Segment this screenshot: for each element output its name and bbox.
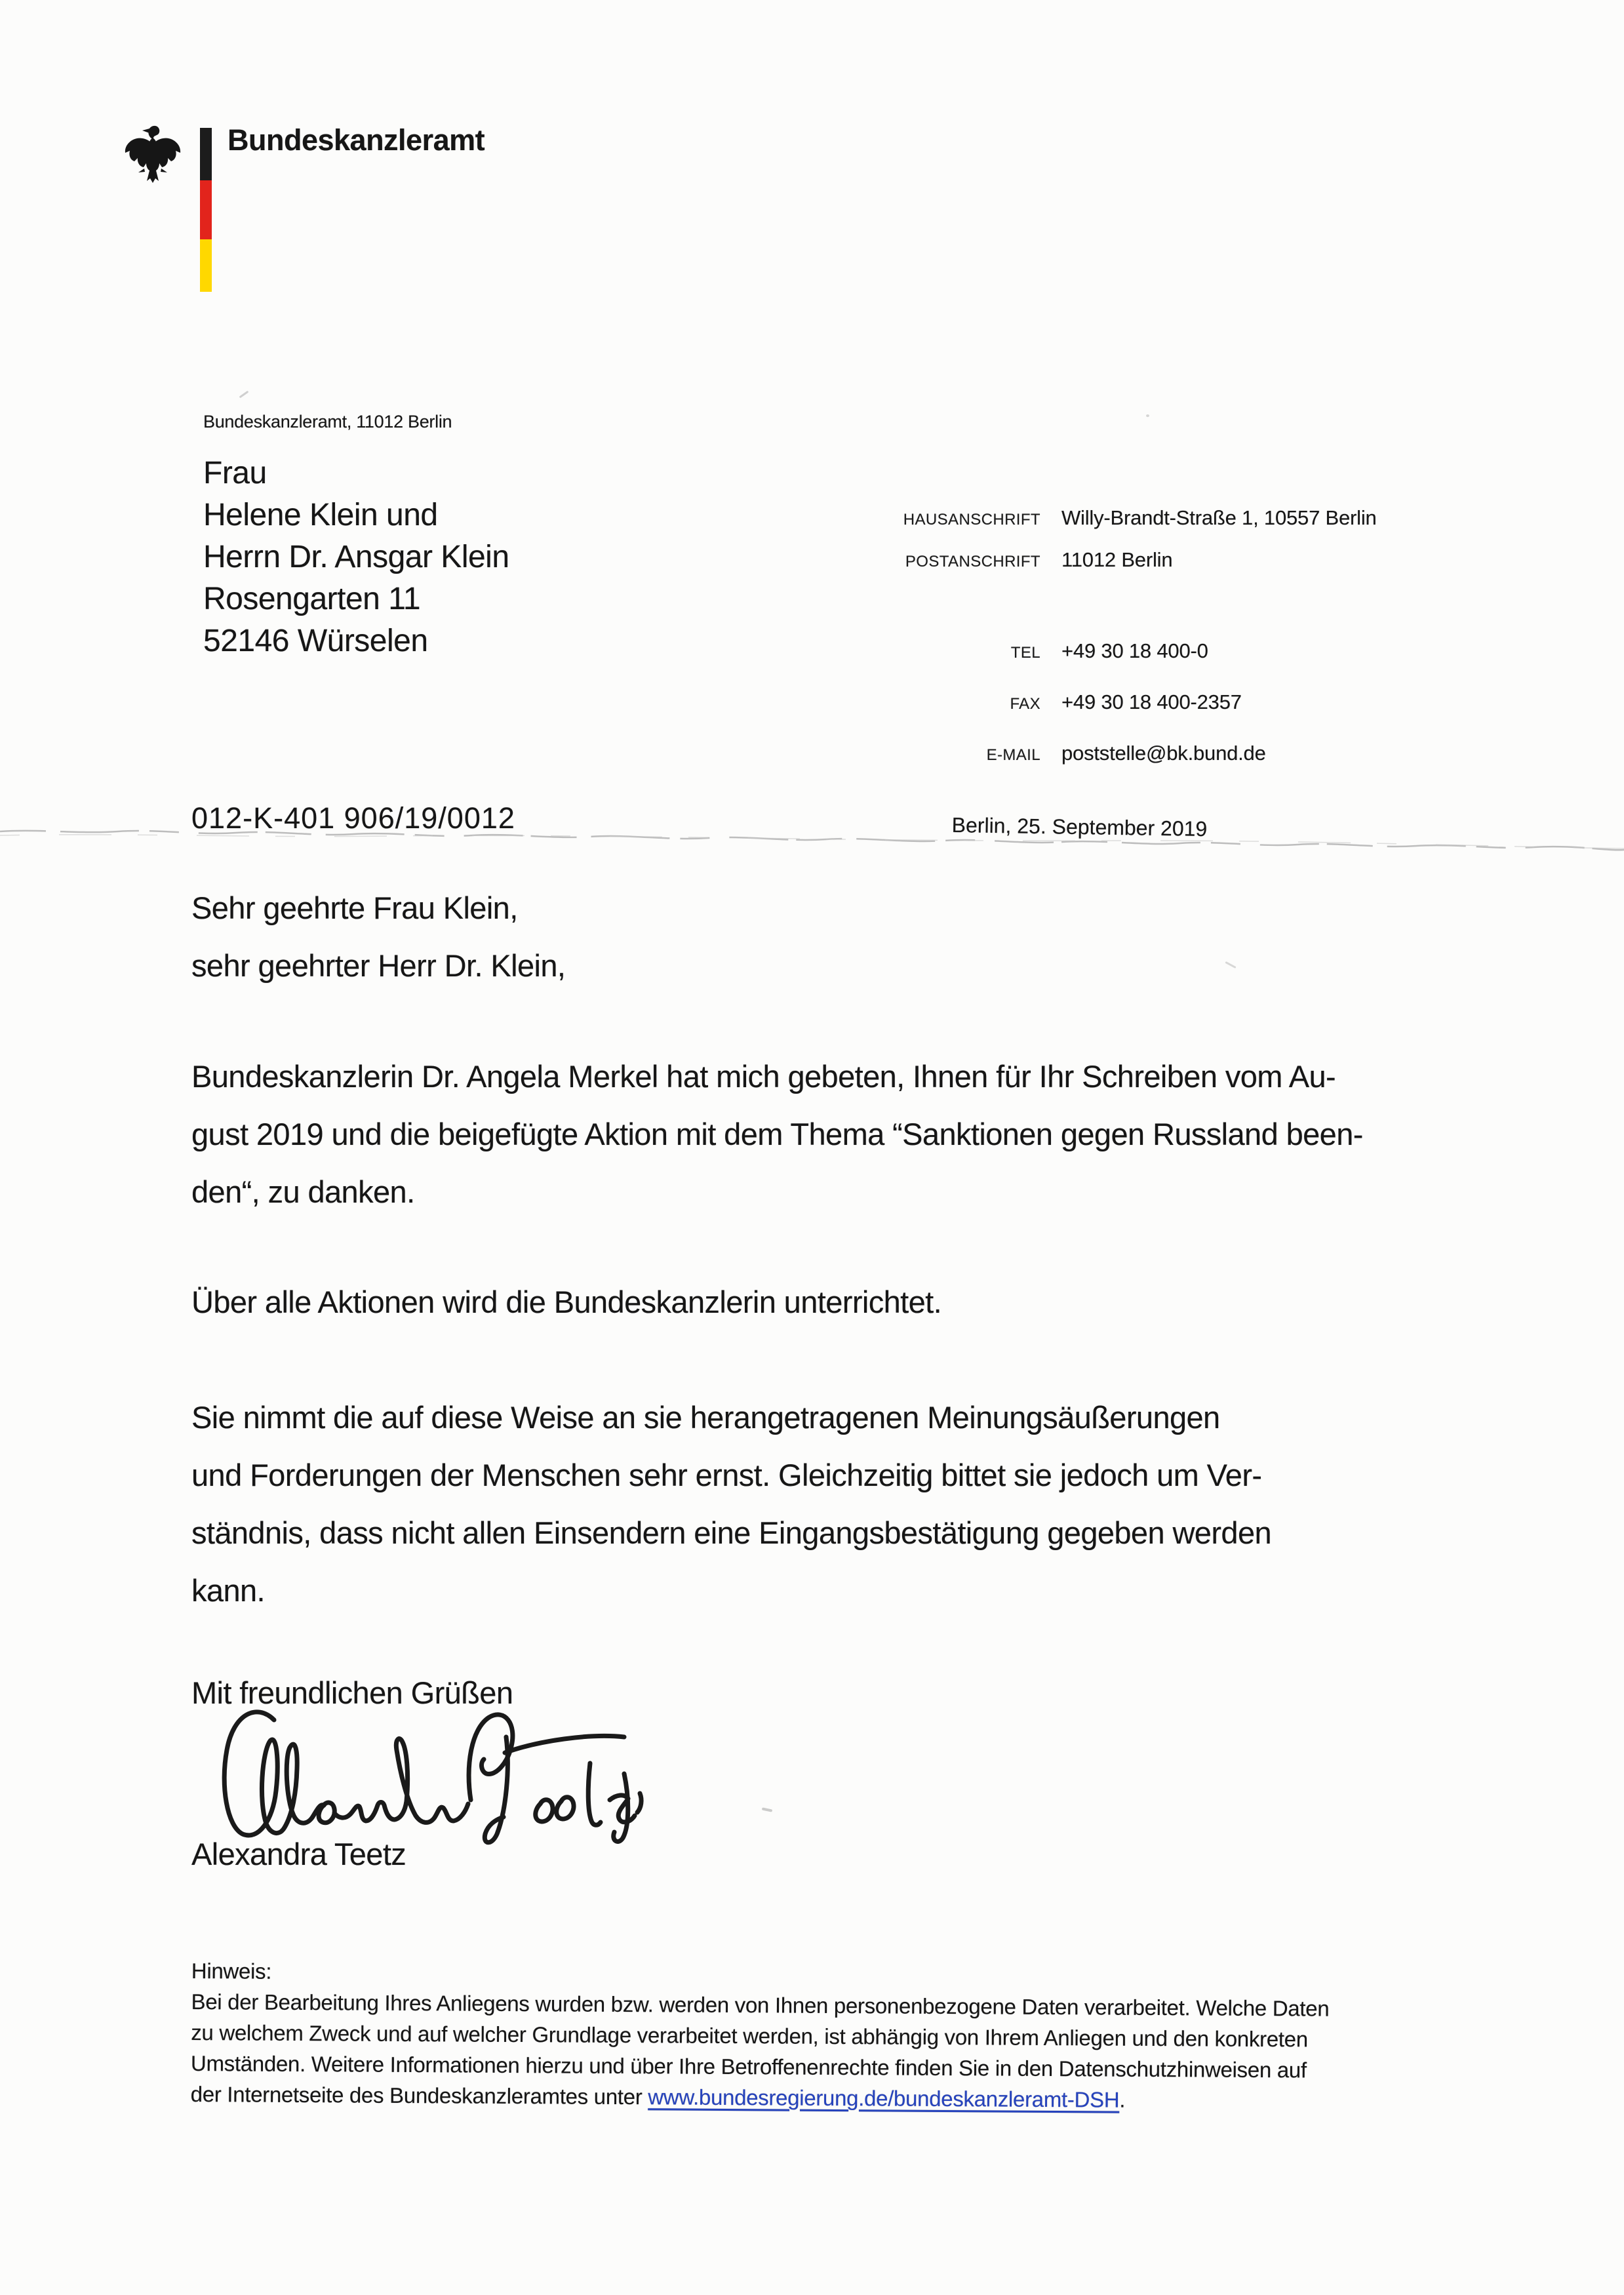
privacy-policy-link[interactable]: www.bundesregierung.de/bundeskanzleramt-DSH [648, 2085, 1120, 2112]
contact-block [844, 506, 1377, 770]
contact-row [844, 690, 1377, 719]
body-line: Über alle Aktionen wird die Bundeskanzlerin unterrichtet. [191, 1285, 942, 1319]
flag-stripe-icon [200, 128, 212, 292]
recipient-address [203, 452, 509, 662]
privacy-heading: Hinweis: [191, 1959, 272, 1984]
federal-eagle-icon [120, 122, 186, 188]
privacy-line: Umständen. Weitere Informationen hierzu und über Ihre Betroffenenrechte finden Sie in den Datenschutzhinweisen auf [190, 2050, 1307, 2083]
recipient-line: Rosengarten 11 [203, 582, 421, 616]
file-reference: 012-K-401 906/19/0012 [191, 801, 515, 835]
privacy-note [191, 1955, 1330, 2117]
handwritten-signature [197, 1695, 649, 1849]
recipient-line: Frau [203, 456, 267, 490]
contact-value: Willy-Brandt-Straße 1, 10557 Berlin [1061, 506, 1377, 529]
contact-label: TEL [1010, 644, 1040, 662]
contact-value: +49 30 18 400-0 [1061, 639, 1208, 662]
recipient-line: Helene Klein und [203, 498, 438, 532]
recipient-line: 52146 Würselen [203, 624, 428, 658]
dateline: Berlin, 25. September 2019 [951, 813, 1208, 841]
body-paragraph [191, 1048, 1363, 1221]
paper-fold-crease [0, 822, 1624, 862]
scan-speck [1225, 961, 1236, 968]
contact-label: FAX [1010, 695, 1040, 713]
body-line: kann. [191, 1573, 265, 1608]
scan-speck [762, 1807, 772, 1812]
scan-speck [239, 391, 249, 399]
contact-label: POSTANSCHRIFT [905, 553, 1040, 570]
scan-speck [1146, 414, 1149, 417]
agency-title: Bundeskanzleramt [228, 123, 485, 157]
flag-red-segment [200, 180, 212, 239]
privacy-line: zu welchem Zweck und auf welcher Grundlage verarbeitet werden, ist abhängig von Ihrem Anliegen und den konkreten [191, 2020, 1308, 2052]
body-paragraph [191, 1273, 941, 1331]
body-paragraph [191, 1389, 1271, 1620]
body-line: gust 2019 und die beigefügte Aktion mit dem Thema “Sanktionen gegen Russland been- [191, 1117, 1363, 1151]
salutation-line: Sehr geehrte Frau Klein, [191, 890, 518, 925]
salutation-line: sehr geehrter Herr Dr. Klein, [191, 948, 566, 983]
contact-value: +49 30 18 400-2357 [1061, 690, 1242, 713]
flag-gold-segment [200, 239, 212, 292]
salutation [191, 879, 565, 995]
body-line: Sie nimmt die auf diese Weise an sie herangetragenen Meinungsäußerungen [191, 1400, 1220, 1435]
body-line: ständnis, dass nicht allen Einsendern eine Eingangsbestätigung gegeben werden [191, 1515, 1272, 1550]
contact-value: 11012 Berlin [1061, 548, 1173, 571]
privacy-line: Bei der Bearbeitung Ihres Anliegens wurden bzw. werden von Ihnen personenbezogene Daten verarbeitet. Welche Daten [191, 1989, 1330, 2021]
sender-return-line: Bundeskanzleramt, 11012 Berlin [203, 412, 452, 431]
privacy-line-prefix: der Internetseite des Bundeskanzleramtes unter [190, 2081, 648, 2109]
flag-black-segment [200, 128, 212, 180]
contact-label: E-MAIL [986, 746, 1040, 764]
contact-row [844, 639, 1377, 668]
recipient-line: Herrn Dr. Ansgar Klein [203, 540, 509, 574]
body-line: und Forderungen der Menschen sehr ernst. Gleichzeitig bittet sie jedoch um Ver- [191, 1458, 1262, 1492]
contact-value: poststelle@bk.bund.de [1061, 742, 1266, 765]
privacy-line-suffix: . [1119, 2087, 1126, 2112]
contact-row [844, 742, 1377, 770]
contact-row [844, 506, 1377, 535]
signer-name: Alexandra Teetz [191, 1837, 406, 1871]
contact-label: HAUSANSCHRIFT [903, 511, 1040, 529]
contact-row [844, 548, 1377, 577]
body-line: den“, zu danken. [191, 1174, 415, 1209]
closing-greeting: Mit freundlichen Grüßen [191, 1675, 513, 1710]
body-line: Bundeskanzlerin Dr. Angela Merkel hat mich gebeten, Ihnen für Ihr Schreiben vom Au- [191, 1059, 1336, 1094]
